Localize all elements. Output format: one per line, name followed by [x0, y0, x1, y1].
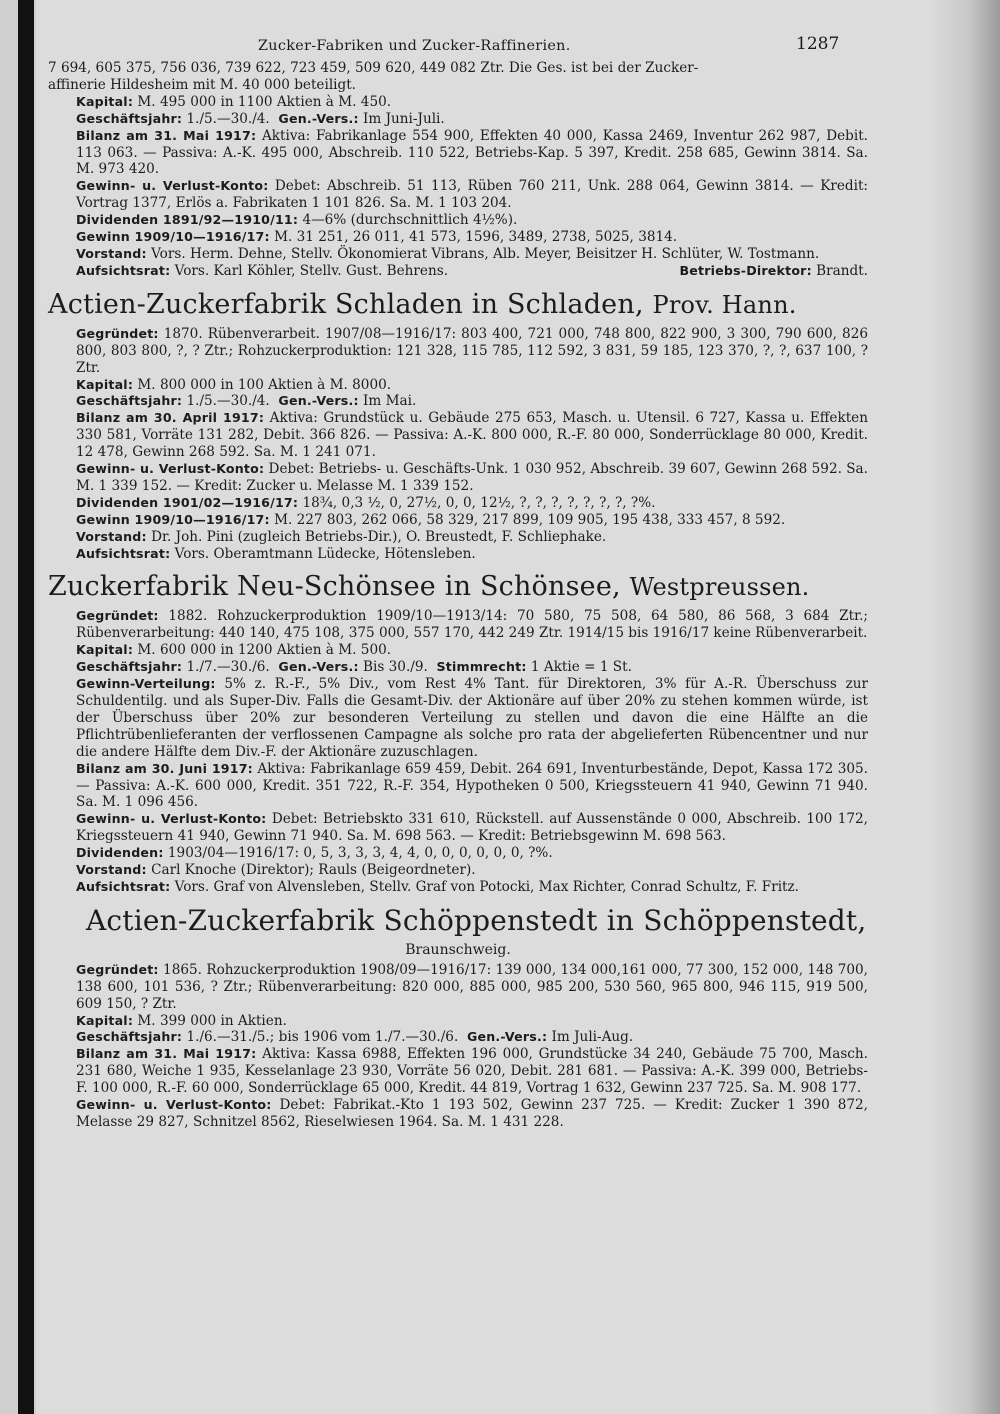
kapital-value: M. 800 000 in 100 Aktien à M. 8000.	[137, 376, 392, 393]
guv-value: Debet: Fabrikat.-Kto 1 193 502, Gewinn 237 725. — Kredit: Zucker 1 390 872, Melasse 29 827, Schnitzel 8562, Rieselwiesen 1964. Sa. M. 1 431 228.	[76, 1097, 868, 1130]
kapital-label: Kapital:	[76, 93, 134, 109]
guv-value: Debet: Betriebs- u. Geschäfts-Unk. 1 030 952, Abschreib. 39 607, Gewinn 268 592. Sa. M. 1 339 152. — Kredit: Zucker u. Melasse M. 1 339 152.	[76, 461, 868, 494]
continued-line: affinerie Hildesheim mit M. 40 000 beteiligt.	[48, 76, 357, 93]
company-region: Braunschweig.	[405, 941, 511, 958]
vorstand-label: Vorstand:	[76, 245, 147, 261]
aufsichtsrat-line	[48, 546, 868, 563]
gewinn-label: Gewinn 1909/10—1916/17:	[76, 511, 270, 527]
vorstand-value: Dr. Joh. Pini (zugleich Betriebs-Dir.), O. Breustedt, F. Schliephake.	[151, 528, 607, 545]
entry-continued	[48, 60, 868, 280]
bilanz-label: Bilanz am 30. April 1917:	[76, 410, 265, 426]
company-name: Zuckerfabrik Neu-Schönsee in Schönsee,	[48, 571, 621, 603]
dividenden-label: Dividenden 1901/02—1916/17:	[76, 494, 299, 510]
gegruendet-line	[48, 326, 868, 377]
dividenden-line	[48, 845, 868, 862]
company-heading	[48, 570, 868, 604]
gen-vers-value: Im Juni-Juli.	[363, 110, 445, 127]
gewinn-line	[48, 512, 868, 529]
aufsichtsrat-line	[48, 879, 868, 896]
gewinn-verteilung-line	[48, 676, 868, 761]
vorstand-value: Carl Knoche (Direktor); Rauls (Beigeordneter).	[151, 862, 476, 879]
gegruendet-value: 1882. Rohzuckerproduktion 1909/10—1913/14: 70 580, 75 508, 64 580, 86 568, 3 684 Ztr.; Rübenverarbeitung: 440 140, 475 108, 375 000, 557 170, 442 249 Ztr. 1914/15 bis 1916/17 keine Rübenverarbeit.	[76, 608, 868, 642]
company-name: Actien-Zuckerfabrik Schöppenstedt in Schöppenstedt,	[86, 903, 867, 937]
dividenden-line	[48, 495, 868, 512]
entry-neu-schoensee	[48, 570, 868, 895]
geschaeftsjahr-value: 1./7.—30./6.	[186, 659, 270, 676]
running-header	[48, 34, 868, 60]
guv-value: Debet: Abschreib. 51 113, Rüben 760 211, Unk. 288 064, Gewinn 3814. — Kredit: Vortrag 1377, Erlös a. Fabrikaten 1 101 826. Sa. M. 1 103 204.	[76, 178, 868, 212]
guv-label: Gewinn- u. Verlust-Konto:	[76, 461, 265, 477]
running-title: Zucker-Fabriken und Zucker-Raffinerien.	[258, 38, 571, 54]
bilanz-label: Bilanz am 31. Mai 1917:	[76, 127, 257, 143]
company-heading	[48, 288, 868, 322]
guv-line	[48, 811, 868, 845]
dividenden-label: Dividenden:	[76, 845, 164, 861]
company-name: Actien-Zuckerfabrik Schladen in Schladen,	[48, 288, 644, 320]
kapital-label: Kapital:	[76, 376, 134, 392]
aufsichtsrat-line	[48, 263, 868, 280]
bilanz-line	[48, 410, 868, 461]
vorstand-label: Vorstand:	[76, 528, 147, 544]
guv-line	[48, 461, 868, 495]
gewinn-label: Gewinn 1909/10—1916/17:	[76, 229, 270, 245]
guv-line	[48, 1097, 868, 1131]
dividenden-value: 1903/04—1916/17: 0, 5, 3, 3, 3, 4, 4, 0, 0, 0, 0, 0, 0, ?%.	[167, 845, 553, 862]
company-region: Prov. Hann.	[652, 290, 797, 319]
guv-value: Debet: Betriebskto 331 610, Rückstell. auf Aussenstände 0 000, Abschreib. 100 172, Kriegssteuern 41 940, Gewinn 71 940. Sa. M. 698 563. — Kredit: Betriebsgewinn M. 698 563.	[76, 811, 868, 845]
aufsichtsrat-label: Aufsichtsrat:	[76, 262, 171, 278]
vorstand-line	[48, 529, 868, 546]
gewinn-line	[48, 229, 868, 246]
gen-vers-value: Im Mai.	[363, 393, 417, 410]
book-gutter	[18, 0, 34, 1414]
geschaeftsjahr-line	[48, 659, 868, 676]
geschaeftsjahr-label: Geschäftsjahr:	[76, 659, 183, 675]
aufsichtsrat-label: Aufsichtsrat:	[76, 878, 171, 894]
gewinn-verteilung-value: 5% z. R.-F., 5% Div., vom Rest 4% Tant. für Direktoren, 3% für A.-R. Überschuss zur Schuldentilg. und als Super-Div. Falls die Gesamt-Div. der Aktionäre auf über 20% zu stehen kommen würde, ist der Überschuss über 20% zur besonderen Verteilung zu stellen und davon die eine Hälfte an die Pflichtrübenlieferanten der verflossenen Campagne als solche pro rata der abgelieferten Rübencentner und nur die andere Hälfte dem Div.-F. der Aktionäre zuzuschlagen.	[76, 676, 868, 760]
kapital-line	[48, 642, 868, 659]
guv-label: Gewinn- u. Verlust-Konto:	[76, 811, 267, 827]
bilanz-value: Aktiva: Grundstück u. Gebäude 275 653, Masch. u. Utensil. 6 727, Kassa u. Effekten 330 581, Vorräte 131 282, Debit. 366 826. — Passiva: A.-K. 800 000, R.-F. 80 000, Sonderrücklage 80 000, Kredit. 12 478, Gewinn 268 592. Sa. M. 1 241 071.	[76, 410, 868, 461]
geschaeftsjahr-value: 1./5.—30./4.	[186, 393, 270, 410]
guv-label: Gewinn- u. Verlust-Konto:	[76, 178, 269, 194]
gegruendet-line	[48, 608, 868, 642]
gen-vers-label: Gen.-Vers.:	[278, 110, 359, 126]
aufsichtsrat-value: Vors. Oberamtmann Lüdecke, Hötensleben.	[174, 545, 476, 562]
page-number: 1287	[796, 34, 840, 54]
bilanz-value: Aktiva: Fabrikanlage 659 459, Debit. 264 691, Inventurbestände, Depot, Kassa 172 305. — Passiva: A.-K. 600 000, Kredit. 351 722, R.-F. 354, Hypotheken 0 500, Kriegssteuern 41 940, Gewinn 71 940. Sa. M. 1 096 456.	[76, 760, 868, 811]
kapital-label: Kapital:	[76, 1012, 134, 1028]
geschaeftsjahr-line	[48, 393, 868, 410]
company-region: Westpreussen.	[629, 573, 810, 602]
stimmrecht-value: 1 Aktie = 1 St.	[530, 659, 632, 676]
dividenden-label: Dividenden 1891/92—1910/11:	[76, 212, 299, 228]
bilanz-value: Aktiva: Kassa 6988, Effekten 196 000, Grundstücke 34 240, Gebäude 75 700, Masch. 231 680, Weiche 1 935, Kesselanlage 23 930, Vorräte 56 020, Debit. 281 681. — Passiva: A.-K. 399 000, Betriebs-F. 100 000, R.-F. 60 000, Sonderrücklage 65 000, Kredit. 44 819, Vortrag 1 632, Gewinn 237 725. Sa. M. 908 177.	[76, 1046, 869, 1097]
stimmrecht-label: Stimmrecht:	[436, 659, 527, 675]
dividenden-value: 18¾, 0,3 ½, 0, 27½, 0, 0, 12½, ?, ?, ?, ?, ?, ?, ?, ?%.	[302, 494, 656, 511]
vorstand-value: Vors. Herm. Dehne, Stellv. Ökonomierat Vibrans, Alb. Meyer, Beisitzer H. Schlüter, W. Tostmann.	[151, 245, 820, 262]
geschaeftsjahr-value: 1./5.—30./4.	[186, 110, 270, 127]
gegruendet-label: Gegründet:	[76, 325, 159, 341]
entry-schladen	[48, 288, 868, 563]
bilanz-line	[48, 1046, 868, 1097]
gegruendet-value: 1870. Rübenverarbeit. 1907/08—1916/17: 803 400, 721 000, 748 800, 822 900, 3 300, 790 600, 826 800, 803 800, ?, ? Ztr.; Rohzuckerproduktion: 121 328, 115 785, 112 592, 3 831, 59 185, 123 370, ?, ?, 637 100, ? Ztr.	[76, 325, 868, 376]
geschaeftsjahr-label: Geschäftsjahr:	[76, 1029, 183, 1045]
betriebs-direktor-value: Brandt.	[816, 262, 868, 279]
gegruendet-label: Gegründet:	[76, 608, 159, 624]
gen-vers-label: Gen.-Vers.:	[278, 659, 359, 675]
aufsichtsrat-value: Vors. Graf von Alvensleben, Stellv. Graf von Potocki, Max Richter, Conrad Schultz, F. Fritz.	[174, 878, 799, 895]
geschaeftsjahr-label: Geschäftsjahr:	[76, 110, 183, 126]
gen-vers-label: Gen.-Vers.:	[278, 393, 359, 409]
kapital-line	[48, 1013, 868, 1030]
betriebs-direktor-label: Betriebs-Direktor:	[679, 262, 812, 278]
gen-vers-label: Gen.-Vers.:	[466, 1029, 548, 1045]
bilanz-label: Bilanz am 30. Juni 1917:	[76, 760, 253, 776]
kapital-line	[48, 377, 868, 394]
gewinn-value: M. 227 803, 262 066, 58 329, 217 899, 109 905, 195 438, 333 457, 8 592.	[274, 511, 786, 528]
entry-schoeppenstedt	[48, 904, 868, 1131]
kapital-label: Kapital:	[76, 642, 134, 658]
gewinn-verteilung-label: Gewinn-Verteilung:	[76, 676, 216, 692]
gen-vers-value: Bis 30./9.	[363, 659, 428, 676]
page-content	[48, 34, 868, 1131]
guv-line	[48, 178, 868, 212]
right-page-shadow	[930, 0, 1000, 1414]
kapital-line	[48, 94, 868, 111]
geschaeftsjahr-label: Geschäftsjahr:	[76, 393, 183, 409]
guv-label: Gewinn- u. Verlust-Konto:	[76, 1097, 272, 1113]
kapital-value: M. 495 000 in 1100 Aktien à M. 450.	[137, 93, 392, 110]
dividenden-line	[48, 212, 868, 229]
continued-line: 7 694, 605 375, 756 036, 739 622, 723 459, 509 620, 449 082 Ztr. Die Ges. ist bei der Zucker-	[48, 60, 699, 76]
bilanz-value: Aktiva: Fabrikanlage 554 900, Effekten 40 000, Kassa 2469, Inventur 262 987, Debit. 113 063. — Passiva: A.-K. 495 000, Abschreib. 110 522, Betriebs-Kap. 5 397, Kredit. 258 685, Gewinn 3814. Sa. M. 973 420.	[76, 127, 868, 178]
bilanz-label: Bilanz am 31. Mai 1917:	[76, 1046, 257, 1062]
gegruendet-label: Gegründet:	[76, 961, 159, 977]
kapital-value: M. 399 000 in Aktien.	[137, 1012, 287, 1029]
bilanz-line	[48, 128, 868, 179]
vorstand-line	[48, 246, 868, 263]
vorstand-line	[48, 862, 868, 879]
dividenden-value: 4—6% (durchschnittlich 4½%).	[302, 212, 518, 229]
geschaeftsjahr-line	[48, 1029, 868, 1046]
bilanz-line	[48, 761, 868, 812]
aufsichtsrat-label: Aufsichtsrat:	[76, 545, 171, 561]
geschaeftsjahr-line	[48, 111, 868, 128]
gewinn-value: M. 31 251, 26 011, 41 573, 1596, 3489, 2738, 5025, 3814.	[274, 229, 678, 246]
gen-vers-value: Im Juli-Aug.	[551, 1029, 634, 1046]
gegruendet-value: 1865. Rohzuckerproduktion 1908/09—1916/17: 139 000, 134 000,161 000, 77 300, 152 000, 148 700, 138 600, 101 536, ? Ztr.; Rübenverarbeitung: 820 000, 885 000, 985 200, 530 560, 965 800, 946 115, 919 500, 609 150, ? Ztr.	[76, 961, 868, 1012]
gegruendet-line	[48, 962, 868, 1013]
kapital-value: M. 600 000 in 1200 Aktien à M. 500.	[137, 642, 392, 659]
company-heading	[86, 904, 868, 938]
geschaeftsjahr-value: 1./6.—31./5.; bis 1906 vom 1./7.—30./6.	[186, 1029, 459, 1046]
vorstand-label: Vorstand:	[76, 862, 147, 878]
aufsichtsrat-value: Vors. Karl Köhler, Stellv. Gust. Behrens.	[174, 262, 449, 279]
